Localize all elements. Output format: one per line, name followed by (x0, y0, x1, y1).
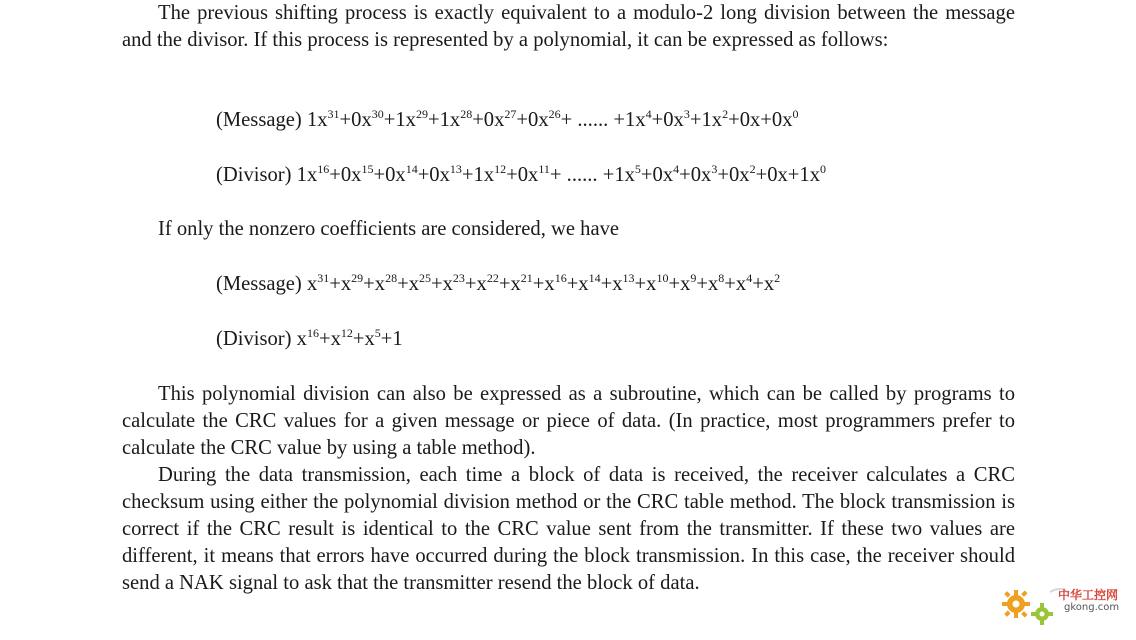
equation-term (307, 109, 340, 131)
watermark-brand-text: 中华工控网 (1058, 588, 1119, 602)
equation-term (567, 273, 601, 295)
term-exponent: 0 (792, 107, 799, 121)
document-body (122, 0, 1015, 54)
gear-large (1002, 590, 1030, 618)
equation-term (696, 273, 724, 295)
term-exponent: 28 (385, 271, 398, 285)
equation-term (381, 328, 403, 350)
term-coefficient: +0x (506, 164, 539, 186)
term-exponent: 5 (634, 162, 641, 176)
term-coefficient: 1x (306, 109, 328, 131)
term-coefficient: +x (696, 273, 719, 295)
watermark-logo (1000, 582, 1130, 634)
term-exponent: 4 (673, 162, 680, 176)
equation-term (652, 109, 690, 131)
term-exponent: 4 (645, 107, 652, 121)
equation-term (635, 273, 669, 295)
term-exponent: 12 (340, 326, 353, 340)
term-coefficient: +0x (472, 109, 505, 131)
term-exponent: 16 (554, 271, 567, 285)
paragraph-transmission: During the data transmission, each time a block of data is received, the receiver calculates a CRC checksum using either the polynomial division method or the CRC table method. The block transmission is correct if the CRC result is identical to the CRC value sent from the transmitter. If these two values are different, it means that errors have occurred during the block transmission. In this case, the receiver should send a NAK signal to ask that the transmitter resend the block of data. (122, 464, 1015, 594)
term-coefficient: +x (566, 273, 589, 295)
paragraph-shifting-process: The previous shifting process is exactly equivalent to a modulo-2 long division between the message and the divisor. If this process is represented by a polynomial, it can be expressed as follows: (122, 2, 1015, 51)
term-exponent: 3 (683, 107, 690, 121)
term-exponent: 25 (419, 271, 431, 285)
term-coefficient: +0x+1x (755, 164, 820, 186)
term-coefficient: +0x (717, 164, 750, 186)
term-exponent: 9 (690, 271, 697, 285)
term-coefficient: +x (431, 273, 453, 295)
term-coefficient: +0x (417, 164, 450, 186)
term-coefficient: +x (329, 273, 352, 295)
equation-term (550, 164, 641, 186)
term-exponent: 30 (371, 107, 384, 121)
equation-term (363, 273, 397, 295)
term-coefficient: +x (318, 328, 341, 350)
equation-term (679, 164, 717, 186)
equation-term (561, 109, 652, 131)
equation-term (690, 109, 728, 131)
term-exponent: 13 (449, 162, 462, 176)
term-exponent: 29 (415, 107, 428, 121)
equation-message-nonzero (216, 273, 780, 296)
equation-term (668, 273, 696, 295)
term-coefficient: +x (352, 328, 375, 350)
watermark-url-text: gkong.com (1064, 602, 1120, 613)
equation-divisor-full (216, 164, 826, 187)
term-exponent: 5 (374, 326, 381, 340)
term-exponent: 23 (452, 271, 465, 285)
term-coefficient: +0x (679, 164, 712, 186)
equation-term (601, 273, 635, 295)
term-exponent: 11 (538, 162, 550, 176)
term-exponent: 14 (405, 162, 418, 176)
document-body-lower (122, 381, 1015, 597)
term-exponent: 16 (317, 162, 330, 176)
equation-term (329, 164, 373, 186)
equation-term (756, 164, 826, 186)
equation-label: (Message) (216, 109, 307, 131)
term-exponent: 14 (588, 271, 601, 285)
equation-term (472, 109, 516, 131)
equation-label: (Divisor) (216, 164, 297, 186)
term-coefficient: +x (634, 273, 657, 295)
term-coefficient: +0x (651, 109, 684, 131)
term-exponent: 2 (774, 271, 781, 285)
equation-label: (Message) (216, 273, 307, 295)
term-coefficient: +0x (329, 164, 362, 186)
equation-term (728, 109, 798, 131)
equation-term (516, 109, 560, 131)
term-coefficient: x (306, 273, 318, 295)
term-coefficient: +1x (383, 109, 416, 131)
equation-term (307, 273, 329, 295)
term-exponent: 29 (351, 271, 364, 285)
term-coefficient: +1x (689, 109, 723, 131)
term-coefficient: +1x (427, 109, 461, 131)
term-coefficient: +x (532, 273, 555, 295)
term-exponent: 2 (749, 162, 756, 176)
equation-term (724, 273, 752, 295)
gear-small (1031, 603, 1053, 625)
term-coefficient: +x (464, 273, 487, 295)
term-exponent: 3 (711, 162, 718, 176)
equation-term (533, 273, 567, 295)
term-exponent: 10 (656, 271, 669, 285)
term-coefficient: +x (397, 273, 419, 295)
term-exponent: 26 (548, 107, 561, 121)
term-exponent: 27 (504, 107, 517, 121)
equation-term (752, 273, 780, 295)
term-exponent: 12 (494, 162, 507, 176)
equation-term (499, 273, 533, 295)
equation-term (384, 109, 428, 131)
equation-term (340, 109, 384, 131)
term-coefficient: + ...... +1x (549, 164, 635, 186)
term-exponent: 31 (327, 107, 340, 121)
paragraph-nonzero-lead: If only the nonzero coefficients are considered, we have (158, 218, 620, 240)
term-exponent: 2 (722, 107, 729, 121)
term-exponent: 4 (746, 271, 753, 285)
term-coefficient: +0x (516, 109, 549, 131)
equation-term (428, 109, 472, 131)
term-exponent: 13 (622, 271, 635, 285)
equation-term (297, 164, 330, 186)
term-exponent: 21 (520, 271, 533, 285)
equation-term (373, 164, 417, 186)
equation-term (319, 328, 353, 350)
term-exponent: 8 (718, 271, 725, 285)
equation-term (506, 164, 550, 186)
equation-term (717, 164, 755, 186)
equation-term (431, 273, 465, 295)
equation-term (462, 164, 506, 186)
term-coefficient: +0x (640, 164, 674, 186)
term-exponent: 31 (317, 271, 330, 285)
equation-term (297, 328, 319, 350)
equation-term (353, 328, 381, 350)
equation-divisor-nonzero (216, 328, 403, 351)
term-coefficient: 1x (296, 164, 318, 186)
term-coefficient: +x (724, 273, 747, 295)
term-coefficient: +x (668, 273, 691, 295)
equation-label: (Divisor) (216, 328, 297, 350)
term-coefficient: +0x (373, 164, 406, 186)
term-exponent: 0 (820, 162, 826, 176)
term-coefficient: +x (363, 273, 386, 295)
term-coefficient: +x (600, 273, 623, 295)
term-coefficient: +1 (380, 328, 403, 350)
term-coefficient: +1x (461, 164, 495, 186)
term-coefficient: +x (752, 273, 775, 295)
equation-term (397, 273, 431, 295)
term-exponent: 15 (361, 162, 374, 176)
term-coefficient: +0x (339, 109, 372, 131)
term-exponent: 16 (306, 326, 319, 340)
term-coefficient: x (296, 328, 307, 350)
equation-message-full (216, 109, 799, 132)
term-coefficient: +0x+0x (728, 109, 793, 131)
term-exponent: 22 (486, 271, 499, 285)
term-coefficient: + ...... +1x (560, 109, 646, 131)
equation-term (329, 273, 363, 295)
equation-term (641, 164, 679, 186)
term-coefficient: +x (498, 273, 521, 295)
paragraph-subroutine: This polynomial division can also be expressed as a subroutine, which can be called by programs to calculate the CRC values for a given message or piece of data. (In practice, most programmers prefer to calculate the CRC value by using a table method). (122, 383, 1015, 459)
term-exponent: 28 (460, 107, 473, 121)
equation-term (465, 273, 499, 295)
equation-term (418, 164, 462, 186)
